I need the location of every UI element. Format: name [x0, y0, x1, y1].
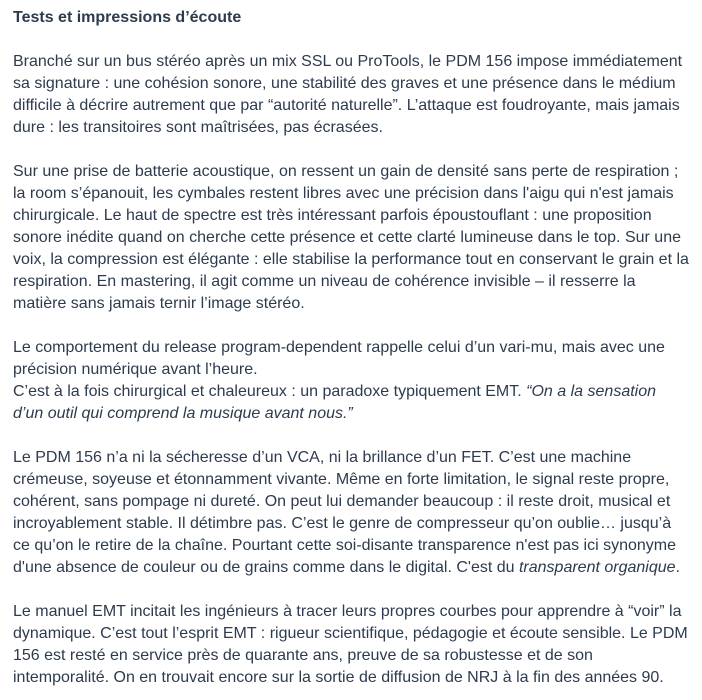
paragraph-vca-fet: [13, 447, 689, 579]
paragraph-release-sentence-2: C’est à la fois chirurgical et chaleureux : un paradoxe typiquement EMT.: [13, 383, 522, 400]
paragraph-vca-fet-text-start: Le PDM 156 n’a ni la sécheresse d’un VCA, ni la brillance d’un FET. C’est une machine crémeuse, soyeuse et étonnamment vivante. Même en forte limitation, le signal reste propre, cohérent, sans pompage ni dureté. On peut lui demander beaucoup : il reste droit, musical et incroyablement stable. Il détimbre pas. C’est le genre de compresseur qu’on oublie… jusqu’à ce qu’on le retire de la chaîne. Pourtant cette soi-disante transparence n'est pas ici synonyme d'une absence de couleur ou de grains comme dans le digital. C'est du: [13, 449, 676, 576]
paragraph-manuel-emt: [13, 601, 689, 689]
paragraph-batterie-acoustique: [13, 161, 689, 315]
paragraph-batterie-acoustique-text: Sur une prise de batterie acoustique, on ressent un gain de densité sans perte de respiration ; la room s’épanouit, les cymbales restent libres avec une précision dans l'aigu qui n'est jamais chirurgicale. Le haut de spectre est très intéressant parfois époustouflant : une proposition sonore inédite quand on cherche cette présence et cette clarté lumineuse dans le top. Sur une voix, la compression est élégante : elle stabilise la performance tout en conservant le grain et la respiration. En mastering, il agit comme un niveau de cohérence invisible – il resserre la matière sans jamais ternir l’image stéréo.: [13, 163, 689, 312]
page-title: Tests et impressions d’écoute: [13, 9, 242, 26]
paragraph-bus-stereo: [13, 51, 689, 139]
paragraph-vca-fet-italic: transparent organique: [518, 559, 676, 576]
paragraph-release-sentence-1: Le comportement du release program-dependent rappelle celui d’un vari-mu, mais avec une précision numérique avant l’heure.: [13, 339, 665, 378]
paragraph-release-quote: “On a la sensation d’un outil qui comprend la musique avant nous.”: [13, 383, 657, 422]
paragraph-release-program-dependent: [13, 337, 689, 425]
paragraph-manuel-emt-text: Le manuel EMT incitait les ingénieurs à tracer leurs propres courbes pour apprendre à “voir” la dynamique. C’est tout l’esprit EMT : rigueur scientifique, pédagogie et écoute sensible. Le PDM 156 est resté en service près de quarante ans, preuve de sa robustesse et de son intemporalité. On en trouvait encore sur la sortie de diffusion de NRJ à la fin des années 90.: [13, 603, 688, 686]
paragraph-bus-stereo-text: Branché sur un bus stéréo après un mix SSL ou ProTools, le PDM 156 impose immédiatement sa signature : une cohésion sonore, une stabilité des graves et une présence dans le médium difficile à décrire autrement que par “autorité naturelle”. L’attaque est foudroyante, mais jamais dure : les transitoires sont maîtrisées, pas écrasées.: [13, 53, 683, 136]
paragraph-vca-fet-text-end: .: [675, 559, 680, 576]
